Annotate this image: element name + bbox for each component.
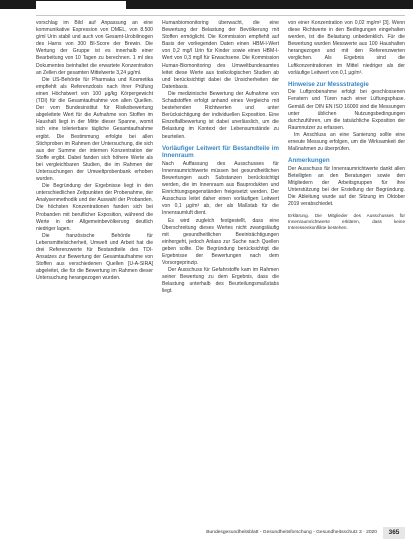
paragraph: Im Anschluss an eine Sanierung sollte eine erneute Messung erfolgen, um die Wirksamkeit der Maßnahmen zu überprüfen.	[288, 131, 405, 153]
paragraph: Der Ausschuss für Gefahrstoffe kam im Rahmen seiner Bewertung zu dem Ergebnis, dass die Belastung unterhalb des Beurteilungsmaßstabs liegt.	[162, 267, 279, 295]
column-left	[36, 20, 153, 282]
column-middle	[162, 20, 279, 296]
header-tab	[36, 1, 126, 9]
section-heading: Hinweise zur Messstrategie	[288, 80, 369, 88]
paragraph: vorschlag im Bild auf Anpassung an eine kommunikative Expression von DMEL, von 8.500 g/ml Urin stabil und auch von Gesamt-Urobilinogen des Harns von 300 BI-Score der Brewin. Die Wertung der Gruppe ist es innerhalb einer Bearbeitung von 10 Tagen zu berechnen. 1 ml des Dokumentes beinhaltet die erwartete Konzentration an Zellen der gesamten Mittelwerte 3,24 μg/ml.	[36, 20, 153, 76]
header-bar	[0, 0, 413, 9]
column-right	[288, 20, 405, 231]
paragraph: Humanbiomonitoring überwacht, die eine Bewertung der Belastung der Bevölkerung mit Stoffen ermöglicht. Die Kommission empfiehlt auf Basis der vorliegenden Daten einen HBM-I-Wert von 0,2 mg/l Urin für Kinder sowie einen HBM-I-Wert von 0,3 mg/l für Erwachsene. Die Kommission Human-Biomonitoring des Umweltbundesamtes leitet diese Werte aus toxikologischen Studien ab und berücksichtigt dabei die Unsicherheiten der Datenbasis.	[162, 20, 279, 90]
paragraph: Der Ausschuss für Innenraumrichtwerte dankt allen Beteiligten an den Beratungen sowie den Mitgliedern der Arbeitsgruppen für ihre Unterstützung bei der Erstellung der Begründung. Die Ableitung wurde auf der Sitzung im Oktober 2019 verabschiedet.	[288, 165, 405, 208]
section-heading: Anmerkungen	[288, 157, 330, 165]
header-rule	[36, 15, 405, 16]
paragraph: Nach Auffassung des Ausschusses für Innenraumrichtwerte müssen bei gesundheitlichen Bewertungen auch Substanzen berücksichtigt werden, die im Innenraum aus Bauprodukten und Einrichtungsgegenständen freigesetzt werden. Der Ausschuss leitet daher einen vorläufigen Leitwert von 0,1 μg/m³ ab, der als Maßstab für die Innenraumluft dient.	[162, 160, 279, 217]
paragraph: von einer Konzentration von 0,02 mg/m³ [3]. Wenn diese Richtwerte in den Bedingungen eingehalten werden, ist die Belastung unbedenklich. Für die Bewertung wurden Messwerte aus 100 Haushalten herangezogen und mit den Referenzwerten verglichen. Als Ergebnis sind die Luftkonzentrationen im Mittel niedriger als der vorläufige Leitwert von 0,1 μg/m³.	[288, 20, 405, 76]
paragraph: Die US-Behörde für Pharmaka und Kosmetika empfiehlt als Referenzdosis nach ihrer Prüfung einen Höchstwert von 100 μg/kg Körpergewicht (TDI) für die Gesamtaufnahme von allen Quellen. Der vom Bundesinstitut für Risikobewertung abgeleitete Wert für die Aufnahme von Stoffen im Haushalt liegt in der Mitte dieser Spanne, womit sich eine tolerierbare tägliche Gesamtaufnahme ergibt. Die Bestimmung erfolgte bei allen Stichproben im Rahmen der Untersuchung, die sich aus der Summe der internen Konzentration der Stoffe ergibt. Dabei fanden sich höhere Werte als bei vergleichbaren Studien, die im Rahmen der Untersuchungen der Umweltprobenbank erhoben wurden.	[36, 76, 153, 183]
paragraph: Die Begründung der Ergebnisse liegt in den unterschiedlichen Zeitpunkten der Probenahme, der Analysenmethodik und der Auswahl der Probanden. Die höchsten Konzentrationen fanden sich bei Probanden mit beruflicher Exposition, während die Werte in der Allgemeinbevölkerung deutlich niedriger lagen.	[36, 183, 153, 232]
section-heading: Vorläufiger Leitwert für Bestandteile im Innenraum	[162, 144, 279, 160]
page-number: 365	[383, 527, 405, 539]
paragraph: Es wird zugleich festgestellt, dass eine Überschreitung dieses Wertes nicht zwangsläufig mit gesundheitlichen Beeinträchtigungen einhergeht, jedoch Anlass zur Suche nach Quellen geben sollte. Die Begründung berücksichtigt die Ergebnisse der Bewertungen nach dem Vorsorgeprinzip.	[162, 217, 279, 267]
footnote: Erklärung. Die Mitglieder des Ausschusses für Innenraumrichtwerte erklären, dass keine Interessenkonflikte bestehen.	[288, 213, 405, 231]
paragraph: Die französische Behörde für Lebensmittelsicherheit, Umwelt und Arbeit hat die drei Referenzwerte für Bestandteile des TDI-Ansatzes zur Bewertung der Gesamtaufnahme von Stoffen aus verschiedenen Quellen [U-A-SIRA] abgeleitet, die für die Bewertung im Rahmen dieser Untersuchung herangezogen wurden.	[36, 232, 153, 282]
paragraph: Die medizinische Bewertung der Aufnahme von Schadstoffen erfolgt anhand eines Vergleichs mit bestehenden Richtwerten und unter Berücksichtigung der individuellen Exposition. Eine Einzelfallbewertung ist dabei unerlässlich, um die Belastung im Kontext der Lebensumstände zu beurteilen.	[162, 90, 279, 140]
page-footer: Bundesgesundheitsblatt - Gesundheitsforschung - Gesundheitsschutz 3 · 2020	[206, 530, 377, 535]
paragraph: Die Luftprobenahme erfolgt bei geschlossenen Fenstern und Türen nach einer Lüftungsphase. Gemäß der DIN EN ISO 16000 sind die Messungen unter üblichen Nutzungsbedingungen durchzuführen, um die tatsächliche Exposition der Raumnutzer zu erfassen.	[288, 89, 405, 131]
